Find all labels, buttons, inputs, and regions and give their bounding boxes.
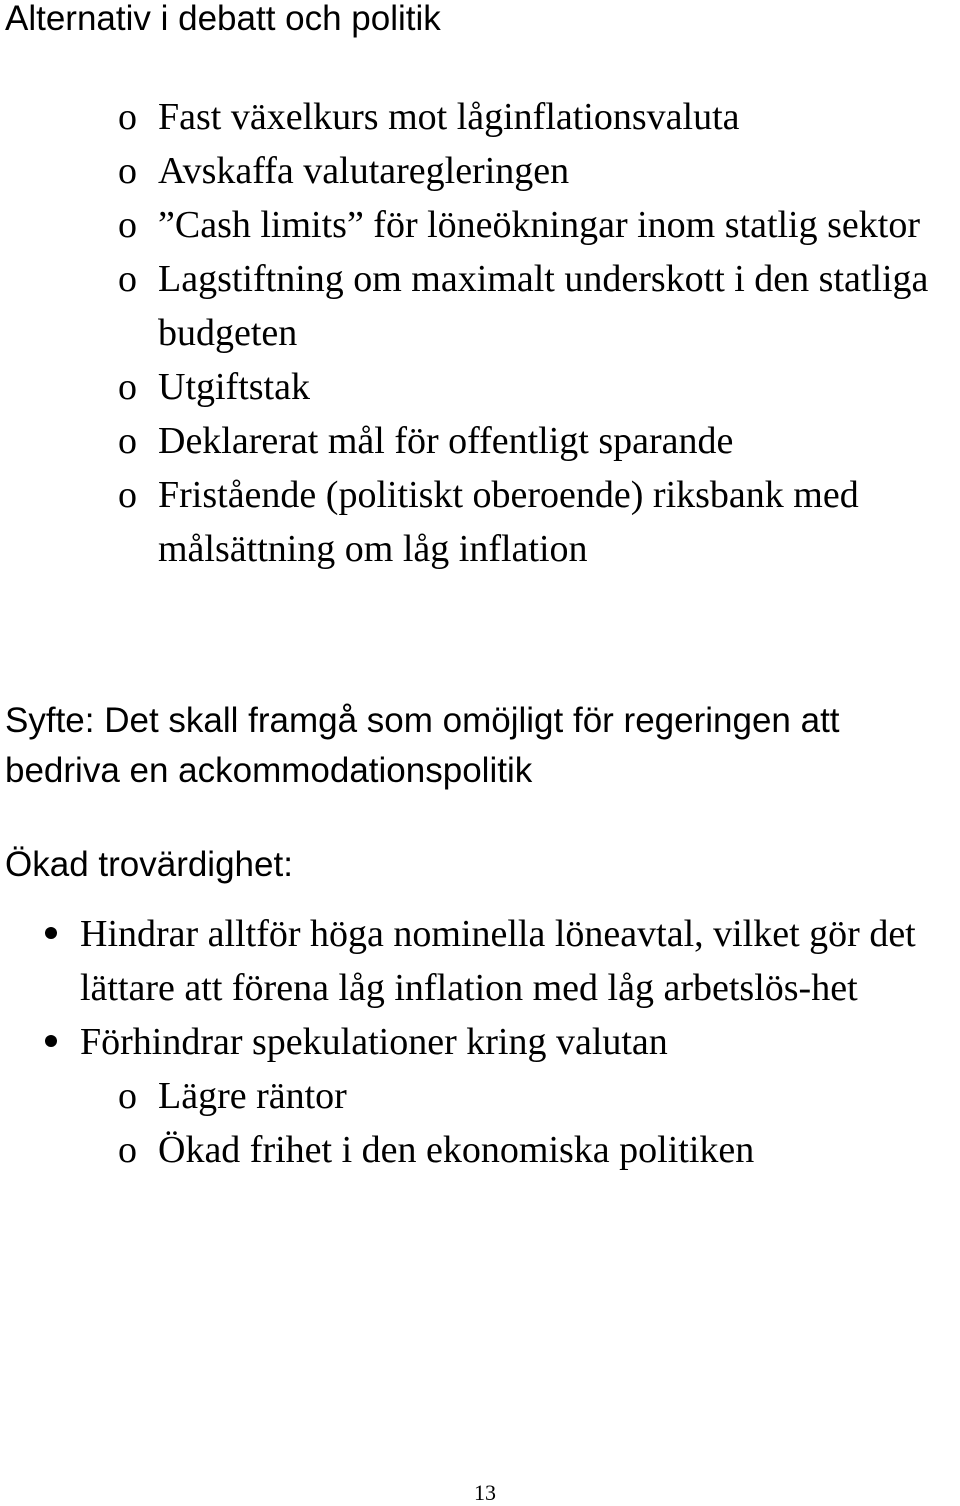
list-item	[0, 1015, 955, 1177]
list-item	[0, 252, 948, 360]
circle-bullet-icon: o	[118, 150, 137, 192]
list-item	[0, 414, 948, 468]
speculation-effects-list	[80, 1069, 955, 1177]
list-item-text: Ökad frihet i den ekonomiska politiken	[158, 1129, 755, 1171]
list-item	[80, 1123, 948, 1177]
circle-bullet-icon: o	[118, 258, 137, 300]
list-item-text: ”Cash limits” för löneökningar inom statlig sektor	[158, 204, 920, 246]
list-item-text: Förhindrar spekulationer kring valutan	[80, 1021, 668, 1063]
list-item-text: Fast växelkurs mot låginflationsvaluta	[158, 96, 740, 138]
list-item-text: Utgiftstak	[158, 366, 310, 408]
circle-bullet-icon: o	[118, 204, 137, 246]
circle-bullet-icon: o	[118, 420, 137, 462]
list-item-text: Hindrar alltför höga nominella löneavtal, vilket gör det lättare att förena låg inflation med låg arbetslös-het	[80, 913, 916, 1009]
list-item-text: Lagstiftning om maximalt underskott i den statliga budgeten	[158, 258, 929, 354]
bullet-dot-icon	[45, 927, 57, 939]
list-item	[0, 198, 948, 252]
list-item	[80, 1069, 948, 1123]
circle-bullet-icon: o	[118, 1075, 137, 1117]
circle-bullet-icon: o	[118, 366, 137, 408]
list-item	[0, 90, 948, 144]
page-number: 13	[474, 1480, 496, 1505]
list-item	[0, 907, 955, 1015]
circle-bullet-icon: o	[118, 1129, 137, 1171]
list-item-text: Fristående (politiskt oberoende) riksbank med målsättning om låg inflation	[158, 474, 859, 570]
credibility-list	[0, 907, 960, 1177]
list-item-text: Deklarerat mål för offentligt sparande	[158, 420, 734, 462]
list-item-text: Avskaffa valutaregleringen	[158, 150, 570, 192]
circle-bullet-icon: o	[118, 96, 137, 138]
alternatives-list	[0, 90, 948, 576]
list-item	[0, 360, 948, 414]
purpose-paragraph: Syfte: Det skall framgå som omöjligt för regeringen att bedriva en ackommodationspolitik	[5, 701, 840, 790]
list-item-text: Lägre räntor	[158, 1075, 347, 1117]
list-item	[0, 144, 948, 198]
list-item	[0, 468, 948, 576]
credibility-heading: Ökad trovärdighet:	[5, 845, 293, 884]
bullet-dot-icon	[45, 1035, 57, 1047]
circle-bullet-icon: o	[118, 474, 137, 516]
page-title: Alternativ i debatt och politik	[5, 0, 441, 38]
